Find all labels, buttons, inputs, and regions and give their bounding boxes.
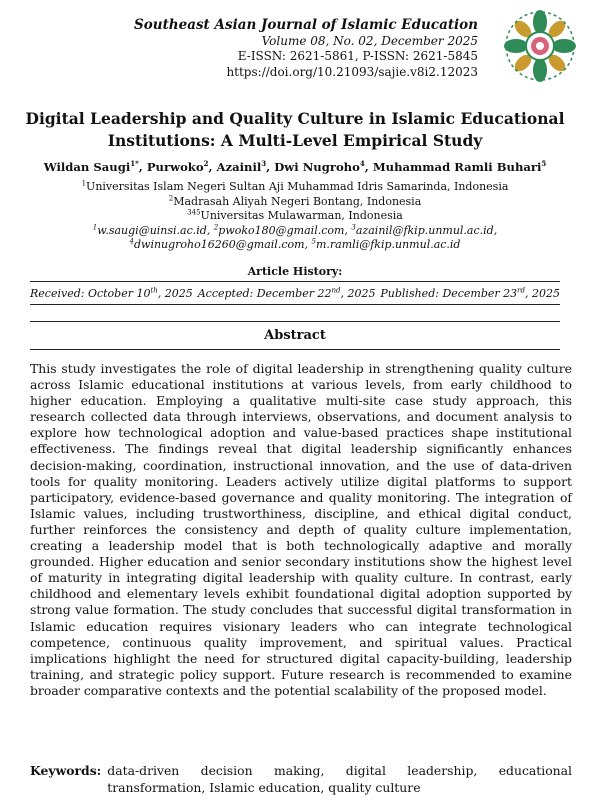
article-history-dates — [30, 287, 560, 300]
keywords — [30, 763, 572, 796]
divider — [30, 304, 560, 305]
affiliation-list — [20, 180, 570, 253]
affiliation: $^{345}$Universitas Mulawarman, Indonesia — [187, 208, 403, 222]
email-link[interactable]: azainil@fkip.unmul.ac.id — [355, 223, 494, 237]
email-link[interactable]: m.ramli@fkip.unmul.ac.id — [316, 238, 461, 251]
email-link[interactable]: dwinugroho16260@gmail.com — [133, 238, 305, 251]
author: Dwi Nugroho$^4$, — [274, 159, 373, 174]
title-line-2: Institutions: A Multi-Level Empirical Study — [107, 131, 483, 150]
journal-volume: Volume 08, No. 02, December 2025 — [261, 33, 478, 48]
keywords-label: Keywords: — [30, 763, 102, 778]
ornament-logo-icon — [502, 8, 578, 84]
journal-doi[interactable]: https://doi.org/10.21093/sajie.v8i2.12023 — [226, 64, 478, 79]
journal-header — [134, 18, 478, 80]
email-link[interactable]: pwoko180@gmail.com — [218, 223, 345, 237]
author: Azainil$^3$, — [216, 159, 275, 174]
accepted-date: Accepted: December 22nd, 2025 — [197, 286, 376, 300]
email-link[interactable]: w.saugi@uinsi.ac.id — [97, 223, 207, 237]
abstract-body: This study investigates the role of digital leadership in strengthening quality culture across Islamic educational institutions at various levels, from early childhood to higher education. Employing a qualitative multi-site case study approach, this research collected data through interviews, observations, and document analysis to explore how technological adoption and value-based practices shape institutional effectiveness. The findings reveal that digital leadership significantly enhances decision-making, coordination, instructional innovation, and the use of data-driven tools for quality monitoring. Leaders actively utilize digital platforms to support participatory, evidence-based governance and quality monitoring. The integration of Islamic values, including trustworthiness, discipline, and ethical digital conduct, further reinforces the consistency and depth of quality culture implementation, creating a leadership model that is both technologically adaptive and morally grounded. Higher education and senior secondary institutions show the highest level of maturity in integrating digital leadership with quality culture. In contrast, early childhood and elementary levels exhibit foundational digital adoption supported by strong value formation. The study concludes that successful digital transformation in Islamic education requires visionary leaders who can integrate technological competence, continuous quality improvement, and spiritual values. Practical implications highlight the need for structured digital capacity-building, leadership training, and strategic policy support. Future research is recommended to examine broader comparative contexts and the potential scalability of the proposed model. — [30, 361, 572, 698]
keywords-text: data-driven decision making, digital leadership, educational transformation, Islamic education, quality culture — [107, 763, 572, 795]
author: Purwoko$^2$, — [146, 159, 217, 174]
received-date: Received: October 10th, 2025 — [30, 286, 193, 300]
published-date: Published: December 23rd, 2025 — [380, 286, 560, 300]
author-list — [20, 160, 570, 174]
journal-issn: E-ISSN: 2621-5861, P-ISSN: 2621-5845 — [237, 49, 478, 63]
paper-title — [20, 108, 570, 152]
abstract-title: Abstract — [264, 328, 326, 343]
email-line: $^4$dwinugroho16260@gmail.com, $^5$m.ramli@fkip.unmul.ac.id — [129, 237, 461, 251]
journal-name: Southeast Asian Journal of Islamic Education — [134, 17, 478, 33]
affiliation: $^2$Madrasah Aliyah Negeri Bontang, Indonesia — [168, 193, 422, 208]
article-history-title: Article History: — [247, 265, 343, 278]
divider — [30, 349, 560, 350]
email-line: $^1$w.saugi@uinsi.ac.id, $^2$pwoko180@gmail.com, $^3$azainil@fkip.unmul.ac.id, — [92, 222, 498, 237]
author: Wildan Saugi$^{1*}$, — [43, 159, 147, 174]
divider — [30, 281, 560, 282]
affiliation: $^1$Universitas Islam Negeri Sultan Aji Muhammad Idris Samarinda, Indonesia — [81, 179, 509, 193]
divider — [30, 321, 560, 322]
journal-logo — [502, 8, 578, 84]
title-line-1: Digital Leadership and Quality Culture in Islamic Educational — [25, 109, 565, 128]
author: Muhammad Ramli Buhari$^5$ — [372, 159, 547, 174]
